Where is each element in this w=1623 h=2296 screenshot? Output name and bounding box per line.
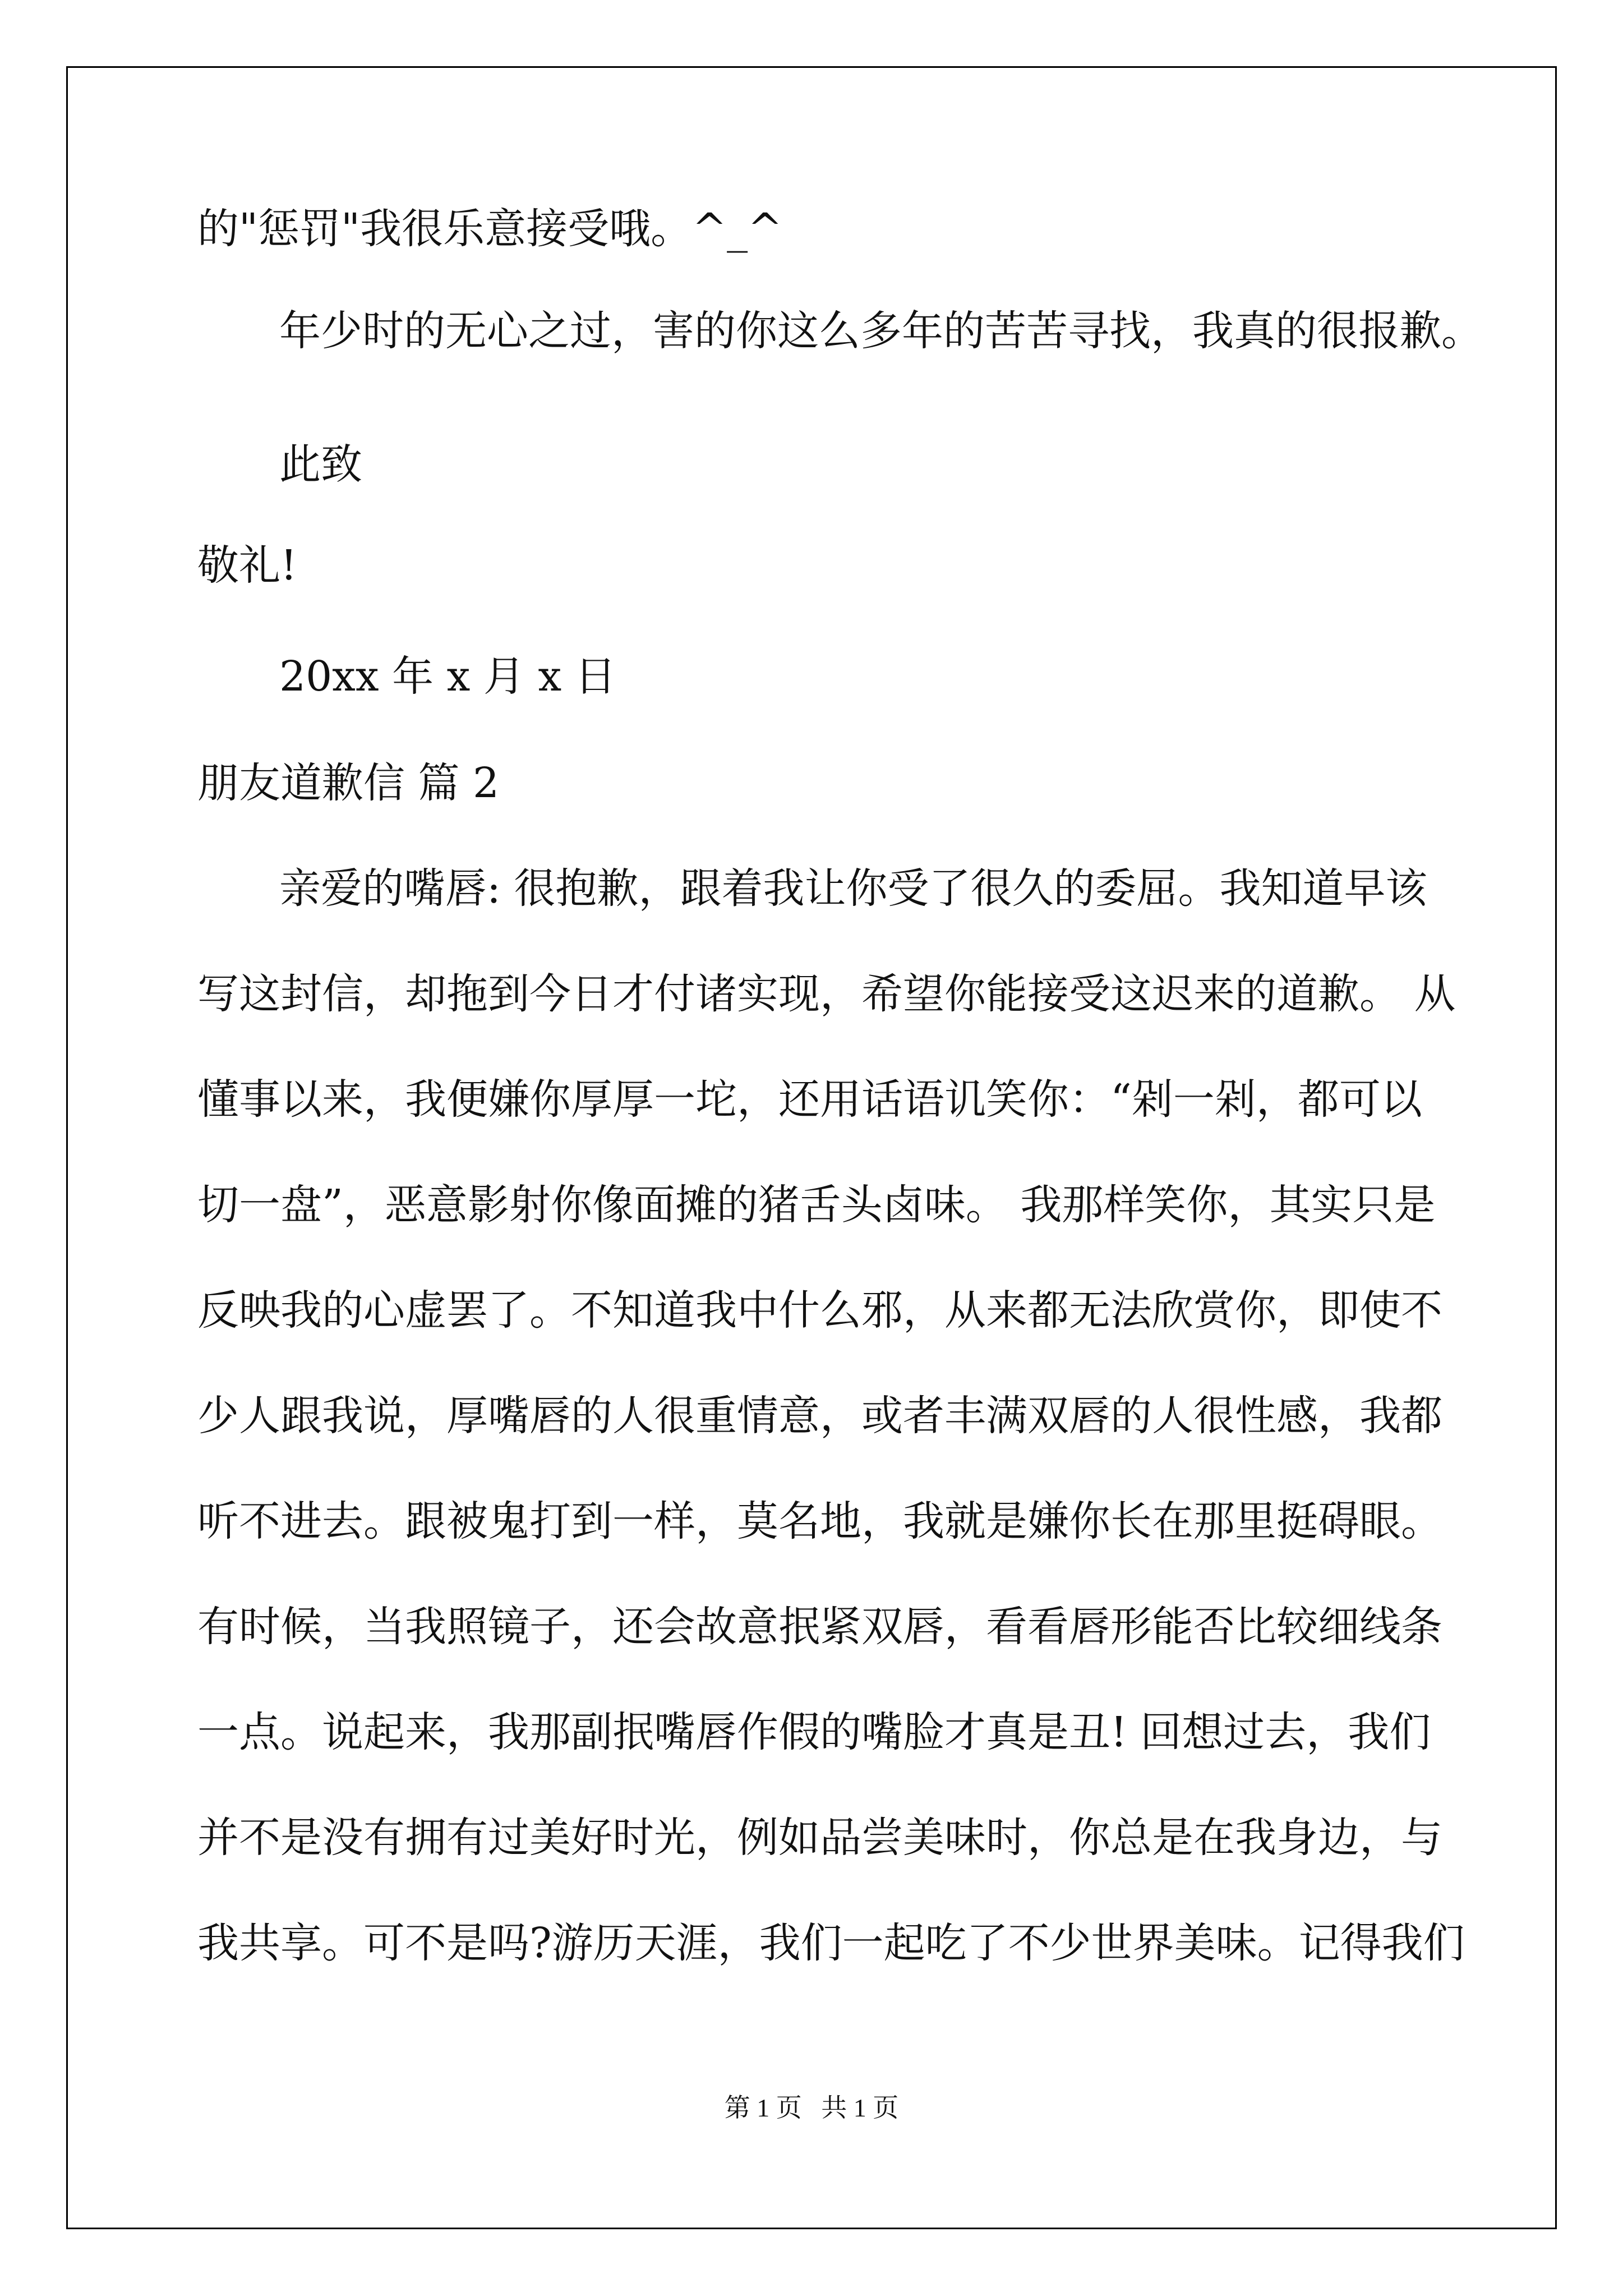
text-line: 写这封信，却拖到今日才付诸实现，希望你能接受这迟来的道歉。 从 [197,970,1456,1018]
salutation-line: 敬礼! [197,541,297,590]
salutation-line: 此致 [279,440,362,489]
text-line: 一点。说起来，我那副抿嘴唇作假的嘴脸才真是丑! 回想过去，我们 [197,1708,1431,1756]
text-line: 少人跟我说，厚嘴唇的人很重情意，或者丰满双唇的人很性感，我都 [197,1392,1442,1440]
text-line: 切一盘”，恶意影射你像面摊的猪舌头卤味。 我那样笑你，其实只是 [197,1181,1436,1229]
text-line: 并不是没有拥有过美好时光，例如品尝美味时，你总是在我身边，与 [197,1814,1442,1862]
text-line: 亲爱的嘴唇: 很抱歉，跟着我让你受了很久的委屈。我知道早该 [279,864,1427,913]
text-line: 年少时的无心之过，害的你这么多年的苦苦寻找，我真的很报歉。 [279,307,1483,355]
date-line: 20xx 年 x 月 x 日 [279,652,616,701]
text-line: 的"惩罚"我很乐意接受哦。^_^ [197,205,783,253]
text-line: 我共享。可不是吗?游历天涯，我们一起吃了不少世界美味。记得我们 [197,1919,1465,1967]
text-line: 懂事以来，我便嫌你厚厚一坨，还用话语讥笑你：“剁一剁，都可以 [197,1075,1422,1124]
text-line: 有时候，当我照镜子，还会故意抿紧双唇，看看唇形能否比较细线条 [197,1603,1442,1651]
text-line: 反映我的心虚罢了。不知道我中什么邪，从来都无法欣赏你，即使不 [197,1286,1442,1335]
page-border [66,66,1557,2229]
page-number-footer: 第 1 页 共 1 页 [724,2093,899,2122]
section-heading: 朋友道歉信 篇 2 [197,759,500,807]
text-line: 听不进去。跟被鬼打到一样，莫名地，我就是嫌你长在那里挺碍眼。 [197,1497,1442,1545]
